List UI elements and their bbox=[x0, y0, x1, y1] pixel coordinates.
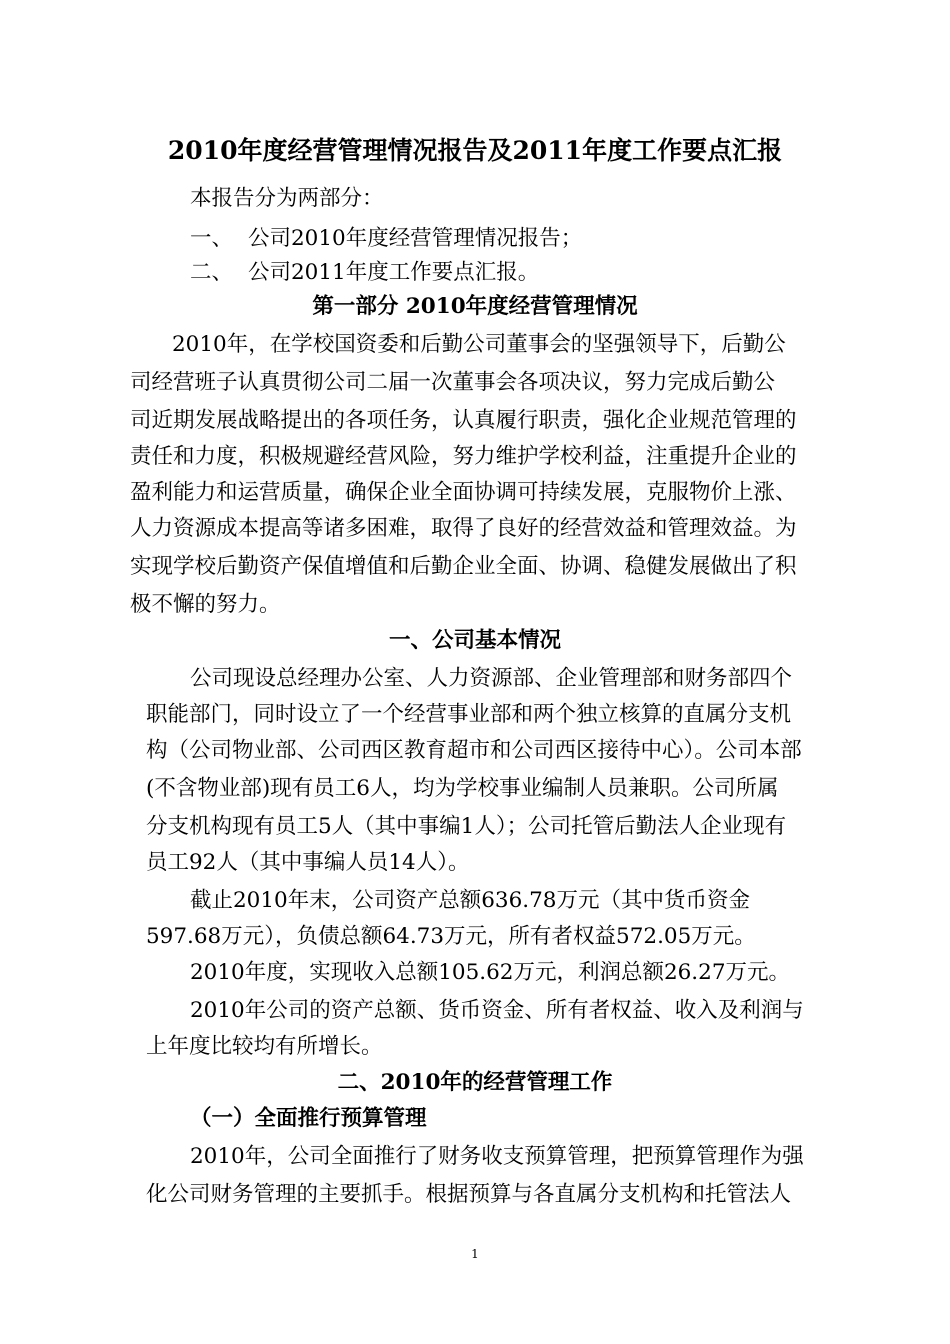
report-title: 2010年度经营管理情况报告及2011年度工作要点汇报 bbox=[167, 136, 783, 165]
page-number: 1 bbox=[471, 1247, 479, 1261]
summary-line: 司经营班子认真贯彻公司二届一次董事会各项决议，努力完成后勤公 bbox=[130, 370, 776, 395]
intro-item1-text: 公司2010年度经营管理情况报告； bbox=[248, 226, 583, 251]
summary-line: 司近期发展战略提出的各项任务，认真履行职责，强化企业规范管理的 bbox=[130, 408, 797, 433]
section1-line: 2010年公司的资产总额、货币资金、所有者权益、收入及利润与 bbox=[190, 998, 804, 1023]
summary-line: 人力资源成本提高等诸多困难，取得了良好的经营效益和管理效益。为 bbox=[130, 516, 797, 541]
summary-line: 实现学校后勤资产保值增值和后勤企业全面、协调、稳健发展做出了积 bbox=[130, 554, 797, 579]
subsection1-line: 化公司财务管理的主要抓手。根据预算与各直属分支机构和托管法人 bbox=[146, 1182, 792, 1207]
section1-line: 构（公司物业部、公司西区教育超市和公司西区接待中心）。公司本部 bbox=[146, 738, 802, 763]
summary-line: 责任和力度，积极规避经营风险，努力维护学校利益，注重提升企业的 bbox=[130, 444, 797, 469]
section2-heading: 二、2010年的经营管理工作 bbox=[337, 1070, 613, 1095]
intro-lead: 本报告分为两部分： bbox=[190, 186, 384, 211]
section1-line: 597.68万元），负债总额64.73万元，所有者权益572.05万元。 bbox=[146, 924, 756, 949]
section1-line: 公司现设总经理办公室、人力资源部、企业管理部和财务部四个 bbox=[190, 666, 793, 691]
summary-line: 盈利能力和运营质量，确保企业全面协调可持续发展，克服物价上涨、 bbox=[130, 480, 797, 505]
intro-item2-text: 公司2011年度工作要点汇报。 bbox=[248, 260, 540, 285]
section1-line: 上年度比较均有所增长。 bbox=[146, 1034, 383, 1059]
subsection1-heading: （一）全面推行预算管理 bbox=[190, 1106, 427, 1131]
section1-heading: 一、公司基本情况 bbox=[388, 628, 561, 653]
summary-line: 2010年，在学校国资委和后勤公司董事会的坚强领导下，后勤公 bbox=[172, 332, 786, 357]
section1-line: 分支机构现有员工5人（其中事编1人）；公司托管后勤法人企业现有 bbox=[146, 814, 787, 839]
section1-line: 职能部门，同时设立了一个经营事业部和两个独立核算的直属分支机 bbox=[146, 702, 792, 727]
summary-line: 极不懈的努力。 bbox=[130, 592, 281, 617]
intro-item1-marker: 一、 bbox=[190, 226, 234, 251]
part1-heading: 第一部分 2010年度经营管理情况 bbox=[312, 294, 638, 319]
section1-line: (不含物业部)现有员工6人，均为学校事业编制人员兼职。公司所属 bbox=[146, 776, 779, 801]
section1-line: 员工92人（其中事编人员14人）。 bbox=[146, 850, 470, 875]
subsection1-line: 2010年，公司全面推行了财务收支预算管理，把预算管理作为强 bbox=[190, 1144, 804, 1169]
intro-item2-marker: 二、 bbox=[190, 260, 234, 285]
section1-line: 2010年度，实现收入总额105.62万元，利润总额26.27万元。 bbox=[190, 960, 790, 985]
section1-line: 截止2010年末，公司资产总额636.78万元（其中货币资金 bbox=[190, 888, 750, 913]
